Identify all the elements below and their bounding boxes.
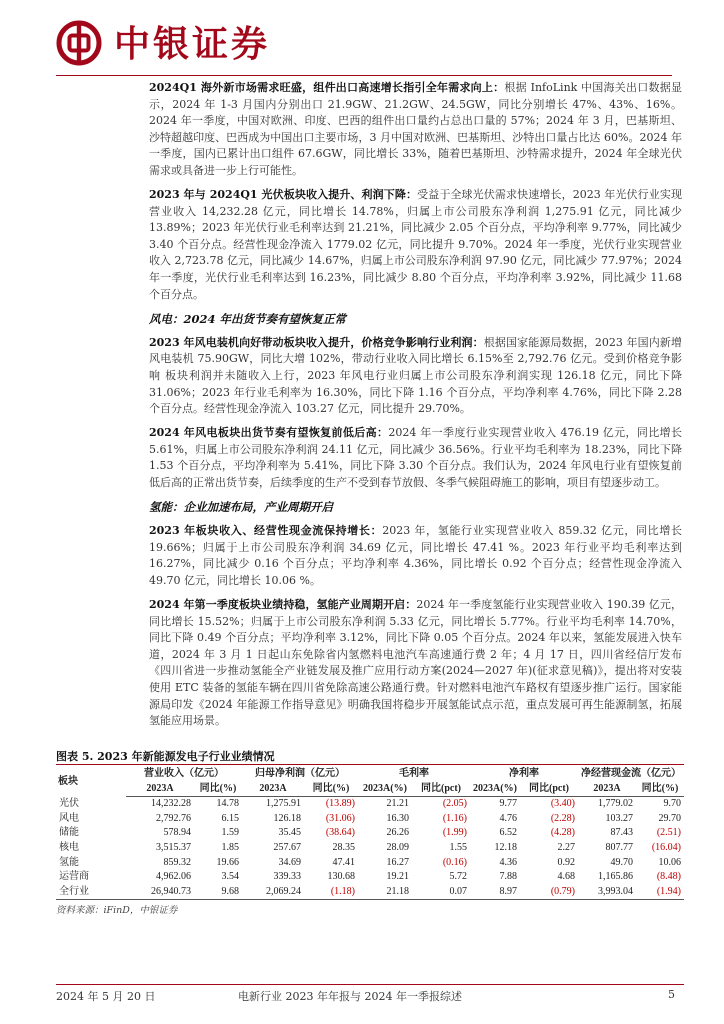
- table-cell-sector: 光伏: [59, 797, 79, 809]
- table-cell: 16.27: [386, 856, 409, 868]
- table-cell: (0.16): [442, 856, 467, 868]
- table-cell: 35.45: [278, 827, 301, 839]
- table-sub-header: 2023A(%): [358, 782, 412, 797]
- table-cell: 5.72: [449, 871, 467, 883]
- bank-of-china-logo-icon: [56, 20, 102, 66]
- table-cell: 9.68: [194, 885, 242, 900]
- table-cell: 47.41: [332, 856, 355, 868]
- table-cell: (3.40): [550, 798, 575, 810]
- table-cell: (31.06): [325, 812, 355, 824]
- table-cell: (16.04): [651, 841, 681, 853]
- table-cell-sector: 储能: [59, 827, 79, 839]
- paragraph-text: 受益于全球光伏需求快速增长，2023 年光伏行业实现营业收入 14,232.28 亿元，同比增长 14.78%，归属上市公司股东净利润 1,275.91 亿元，同比减少 13.89%；2023 年光伏行业毛利率达到 21.21%，同比减少 2.05 个百分点，平均净利率 9.77%，同比减少 3.40 个百分点。经营性现金净流入 1779.02 亿元，同比提升 9.70%。2024 年一季度，光伏行业实现营业收入 2,723.78 亿元，同比减少 14.67%，归属上市公司股东净利润 97.90 亿元，同比减少 77.97%；2024 年一季度，光伏行业毛利率达到 16.23%，同比减少 8.80 个百分点，平均净利率 3.92%，同比减少 11.68 个百分点。: [149, 188, 682, 301]
- table-cell: (13.89): [325, 798, 355, 810]
- table-row: [56, 870, 684, 885]
- table-cell-sector: 氢能: [59, 856, 79, 868]
- table-cell: (1.94): [636, 885, 684, 900]
- table-sub-header: 同比(%): [194, 782, 242, 797]
- table-cell: 1.55: [449, 841, 467, 853]
- table-header-cashflow: 净经营现金流（亿元）: [581, 768, 681, 779]
- header-rule: [56, 75, 672, 76]
- table-cell: (1.16): [442, 812, 467, 824]
- body-paragraph: [149, 425, 682, 491]
- paragraph-text: 根据国家能源局数据，2023 年国内新增风电装机 75.90GW，同比大增 102%，带动行业收入同比增长 6.15%至 2,792.76 亿元。受到价格竞争影响 板块利润并未随收入上行，2023 年风电行业归属上市公司股东净利润实现 126.18 亿元，同比下降 31.06%；2023 年行业毛利率为 16.30%，同比下降 1.16 个百分点，平均净利率 4.76%，同比下降 2.28 个百分点。经营性现金净流入 103.27 亿元，同比提升 29.70%。: [149, 335, 682, 416]
- table-cell: 28.09: [386, 841, 409, 853]
- table-cell: 0.07: [412, 885, 470, 900]
- table-cell: 29.70: [658, 812, 681, 824]
- table-cell-sector: 风电: [59, 812, 79, 824]
- table-row: [56, 797, 684, 812]
- table-header-net-profit: 归母净利润（亿元）: [255, 768, 345, 779]
- table-cell: 1,779.02: [598, 798, 633, 810]
- section-heading: 风电：2024 年出货节奏有望恢复正常: [149, 311, 347, 326]
- paragraph-text: 2024 年一季度氢能行业实现营业收入 190.39 亿元，同比增长 15.52%；归属于上市公司股东净利润 5.33 亿元，同比增长 5.77%。行业平均毛利率 14.70%，同比下降 0.49 个百分点；平均净利率 3.12%，同比下降 0.05 个百分点。2024 年以来，氢能发展进入快车道，2024 年 3 月 1 日起山东免除省内氢燃料电池汽车高速通行费 2 年；4 月 17 日，四川省经信厅发布《四川省进一步推动氢能全产业链发展及推广应用行动方案(2024—2027 年)(征求意见稿)》，提出将对安装使用 ETC 装备的氢能车辆在四川省免除高速公路通行费。针对燃料电池汽车路权有望逐步推广运行。国家能源局印发《2024 年能源工作指导意见》明确我国将稳步开展氢能试点示范，重点发展可再生能源制氢，拓展氢能应用场景。: [149, 597, 682, 728]
- paragraph-lead: 2024 年第一季度板块业绩持稳，氢能产业周期开启：: [149, 597, 417, 611]
- table-cell: 14.78: [216, 798, 239, 810]
- table-cell: 14,232.28: [151, 798, 191, 810]
- table-cell: 21.18: [358, 885, 412, 900]
- table-cell: 16.30: [386, 812, 409, 824]
- table-sub-header: 同比(pct): [520, 782, 578, 797]
- table-header-gross-margin: 毛利率: [399, 768, 429, 779]
- table-row: [56, 812, 684, 827]
- table-cell: 2,069.24: [242, 885, 304, 900]
- paragraph-lead: 2024 年风电板块出货节奏有望恢复前低后高：: [149, 426, 389, 440]
- table-cell-sector: 核电: [59, 841, 79, 853]
- table-cell: 1.59: [221, 827, 239, 839]
- table-cell: 4.76: [499, 812, 517, 824]
- body-paragraph: [149, 335, 682, 418]
- table-cell: 1,275.91: [266, 798, 301, 810]
- table-cell: 3.54: [221, 871, 239, 883]
- table-cell: 9.77: [499, 798, 517, 810]
- body-paragraph: [149, 80, 682, 180]
- table-cell: (0.79): [520, 885, 578, 900]
- table-cell: 6.52: [499, 827, 517, 839]
- table-sub-header: 2023A(%): [470, 782, 520, 797]
- table-sub-header: 同比(pct): [412, 782, 470, 797]
- body-paragraph: [149, 187, 682, 303]
- paragraph-lead: 2023 年板块收入、经营性现金流保持增长：: [149, 524, 383, 538]
- table-cell: 3,515.37: [156, 841, 191, 853]
- paragraph-text: 根据 InfoLink 中国海关出口数据显示，2024 年 1-3 月国内分别出口 21.9GW、21.2GW、24.5GW，同比分别增长 47%、43%、16%。2024 年一季度，中国对欧洲、印度、巴西的组件出口量约占总出口量的 57%；2024 年 3 月，巴基斯坦、沙特超越印度、巴西成为中国出口主要市场，3 月中国对欧洲、巴基斯坦、沙特出口量占比达 60%。2024 年一季度，国内已累计出口组件 67.6GW，同比增长 33%，随着巴基斯坦、沙特需求提升，2024 年全球光伏需求或具备进一步上行可能性。: [149, 81, 682, 177]
- table-cell: 8.97: [470, 885, 520, 900]
- table-cell: 10.06: [658, 856, 681, 868]
- table-cell: 126.18: [273, 812, 301, 824]
- table-cell: (1.18): [304, 885, 358, 900]
- table-cell: 87.43: [610, 827, 633, 839]
- table-cell-sector: 运营商: [59, 871, 89, 883]
- table-cell: 4.36: [499, 856, 517, 868]
- table-cell: 3,993.04: [578, 885, 636, 900]
- table-cell: 4,962.06: [156, 871, 191, 883]
- paragraph-text: 2023 年，氢能行业实现营业收入 859.32 亿元，同比增长 19.66%；归属于上市公司股东净利润 34.69 亿元，同比增长 47.41 %。2023 年行业平均毛利率达到 16.27%，同比减少 0.16 个百分点；平均净利率 4.36%，同比增长 0.92 个百分点；经营性现金净流入 49.70 亿元，同比增长 10.06 %。: [149, 524, 682, 587]
- body-paragraph: [149, 523, 682, 589]
- footer-date: 2024 年 5 月 20 日: [56, 990, 156, 1003]
- body-paragraph: [149, 597, 682, 730]
- table-cell: 12.18: [494, 841, 517, 853]
- table-cell: 26.26: [386, 827, 409, 839]
- table-cell: 19.66: [216, 856, 239, 868]
- page-number: 5: [668, 988, 675, 1001]
- table-row: [56, 841, 684, 856]
- table-cell: 257.67: [273, 841, 301, 853]
- table-cell: 807.77: [605, 841, 633, 853]
- table-cell: 9.70: [663, 798, 681, 810]
- figure-rule: [56, 764, 684, 765]
- table-sub-header: 同比(%): [304, 782, 358, 797]
- table-header-sector: 板块: [58, 775, 78, 787]
- table-cell-sector: 全行业: [56, 885, 126, 900]
- table-cell: (1.99): [442, 827, 467, 839]
- table-header-net-margin: 净利率: [509, 768, 539, 779]
- table-sub-header: 2023A: [578, 782, 636, 797]
- table-cell: 0.92: [557, 856, 575, 868]
- table-cell: 49.70: [610, 856, 633, 868]
- table-cell: (2.51): [656, 827, 681, 839]
- footer-rule: [56, 984, 684, 985]
- figure-title: 图表 5. 2023 年新能源发电子行业业绩情况: [56, 750, 275, 763]
- paragraph-lead: 2023 年与 2024Q1 光伏板块收入提升、利润下降：: [149, 188, 418, 202]
- source-note: 资料来源：iFinD，中银证券: [56, 905, 178, 916]
- brand-name: 中银证券: [114, 23, 271, 65]
- table-cell: (2.28): [550, 812, 575, 824]
- table-cell: 130.68: [327, 871, 355, 883]
- table-cell: 578.94: [163, 827, 191, 839]
- performance-table: [56, 767, 684, 900]
- table-sub-header: 同比(%): [636, 782, 684, 797]
- table-row: [56, 856, 684, 871]
- table-cell: 859.32: [163, 856, 191, 868]
- table-cell: 2,792.76: [156, 812, 191, 824]
- table-cell: (4.28): [550, 827, 575, 839]
- table-cell: 19.21: [386, 871, 409, 883]
- table-row: [56, 826, 684, 841]
- table-cell: 7.88: [499, 871, 517, 883]
- paragraph-lead: 2023 年风电装机向好带动板块收入提升，价格竞争影响行业利润：: [149, 335, 484, 349]
- table-cell: 2.27: [557, 841, 575, 853]
- table-cell: 339.33: [273, 871, 301, 883]
- table-cell: 1.85: [221, 841, 239, 853]
- table-group-header-row: [56, 767, 684, 782]
- table-sub-header: 2023A: [126, 782, 194, 797]
- table-cell: 34.69: [278, 856, 301, 868]
- section-heading: 氢能：企业加速布局，产业周期开启: [149, 500, 333, 515]
- table-cell: 103.27: [605, 812, 633, 824]
- table-header-revenue: 营业收入（亿元）: [144, 768, 224, 779]
- table-cell: (8.48): [656, 871, 681, 883]
- table-cell: 26,940.73: [126, 885, 194, 900]
- table-cell: 6.15: [221, 812, 239, 824]
- table-cell: (2.05): [442, 798, 467, 810]
- table-sub-header: 2023A: [242, 782, 304, 797]
- table-cell: 4.68: [557, 871, 575, 883]
- page-header: [56, 20, 672, 76]
- body-content: [149, 80, 682, 737]
- table-sub-header-row: [56, 782, 684, 797]
- paragraph-lead: 2024Q1 海外新市场需求旺盛，组件出口高速增长指引全年需求向上：: [149, 81, 505, 94]
- table-cell: (38.64): [325, 827, 355, 839]
- paragraph-text: 2024 年一季度行业实现营业收入 476.19 亿元，同比增长 5.61%，归属上市公司股东净利润 24.11 亿元，同比减少 36.56%。行业平均毛利率为 18.23%，同比下降 1.53 个百分点，平均净利率为 5.41%，同比下降 3.30 个百分点。我们认为，2024 年风电行业有望恢复前低后高的正常出货节奏，后续季度的生产不受到春节放假、冬季气候阻碍施工的影响，项目有望逐步动工。: [149, 426, 682, 489]
- table-cell: 21.21: [386, 798, 409, 810]
- table-row: [56, 885, 684, 900]
- table-cell: 28.35: [332, 841, 355, 853]
- table-cell: 1,165.86: [598, 871, 633, 883]
- footer-title: 电新行业 2023 年年报与 2024 年一季报综述: [238, 990, 462, 1003]
